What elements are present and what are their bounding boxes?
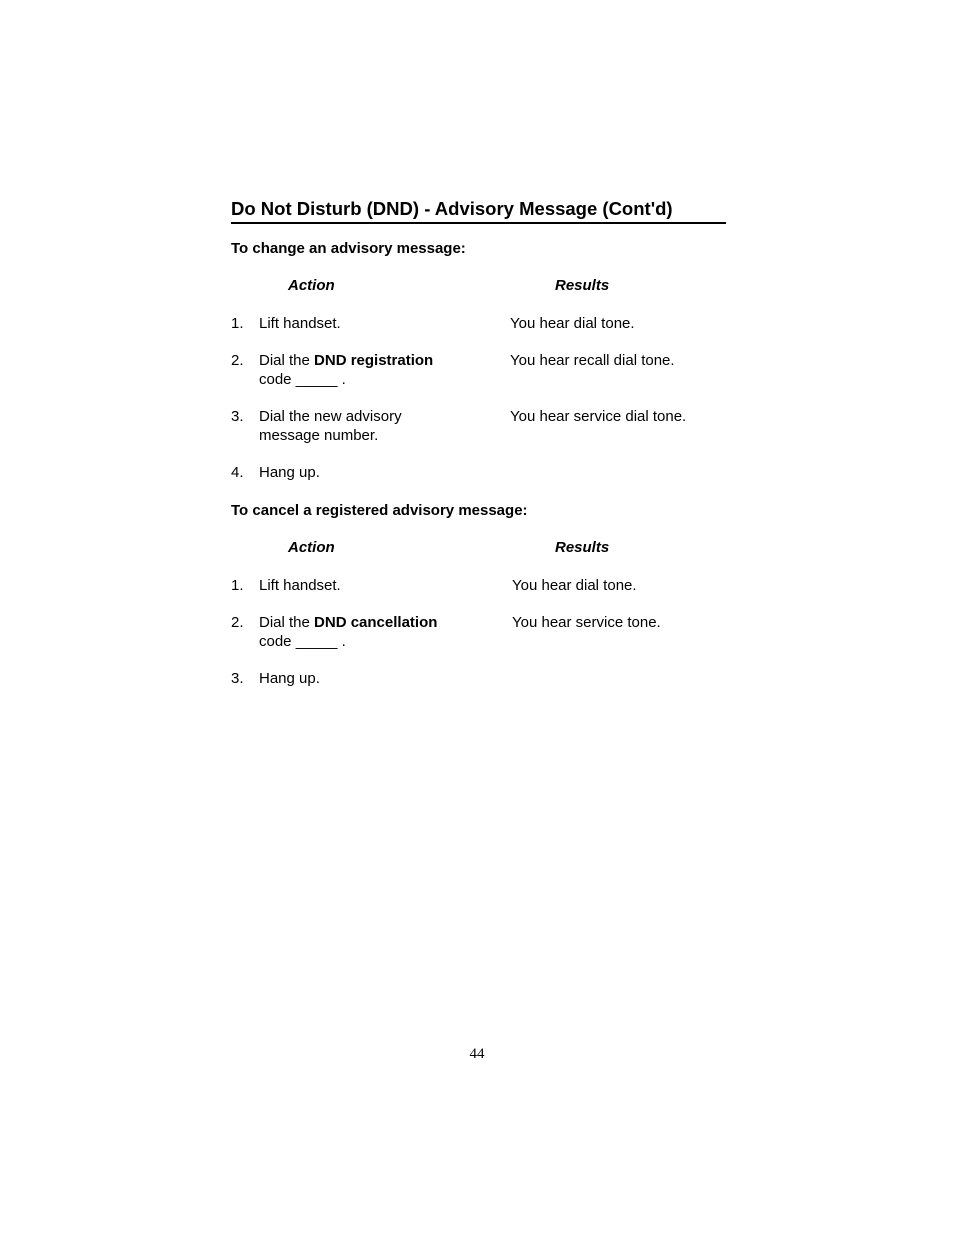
step-action <box>259 314 479 333</box>
step-action-text-line2: code _____ . <box>259 633 346 650</box>
action-column-header: Action <box>288 539 335 556</box>
dnd-registration-code-label: DND registration <box>314 352 434 369</box>
step-number: 1. <box>231 315 244 332</box>
step-result: You hear recall dial tone. <box>510 352 675 369</box>
page-title: Do Not Disturb (DND) - Advisory Message (Cont'd) <box>231 198 726 224</box>
section-heading-change: To change an advisory message: <box>231 240 466 257</box>
step-action-text: Dial the <box>259 352 315 369</box>
step-action-text: Dial the <box>259 614 315 631</box>
step-action-text: Dial the new advisory <box>259 408 402 425</box>
step-action <box>259 407 479 445</box>
step-number: 2. <box>231 352 244 369</box>
results-column-header: Results <box>555 539 610 556</box>
results-column-header: Results <box>555 277 610 294</box>
page-number: 44 <box>469 1046 485 1062</box>
step-action <box>259 669 479 688</box>
step-action <box>259 576 479 595</box>
step-action <box>259 351 479 389</box>
dnd-cancellation-code-label: DND cancellation <box>314 614 438 631</box>
step-action-text-line2: code _____ . <box>259 371 346 388</box>
step-action <box>259 613 479 651</box>
step-result: You hear dial tone. <box>510 315 635 332</box>
step-action <box>259 463 479 482</box>
step-number: 3. <box>231 408 244 425</box>
step-action-text: Hang up. <box>259 670 320 687</box>
step-action-text: Lift handset. <box>259 315 341 332</box>
step-number: 3. <box>231 670 244 687</box>
section-heading-cancel: To cancel a registered advisory message: <box>231 502 528 519</box>
step-number: 4. <box>231 464 244 481</box>
step-action-text: Hang up. <box>259 464 320 481</box>
step-number: 2. <box>231 614 244 631</box>
step-result: You hear dial tone. <box>512 577 637 594</box>
step-number: 1. <box>231 577 244 594</box>
step-action-text-line2: message number. <box>259 427 379 444</box>
step-result: You hear service dial tone. <box>510 408 687 425</box>
step-result: You hear service tone. <box>512 614 661 631</box>
action-column-header: Action <box>288 277 335 294</box>
step-action-text: Lift handset. <box>259 577 341 594</box>
